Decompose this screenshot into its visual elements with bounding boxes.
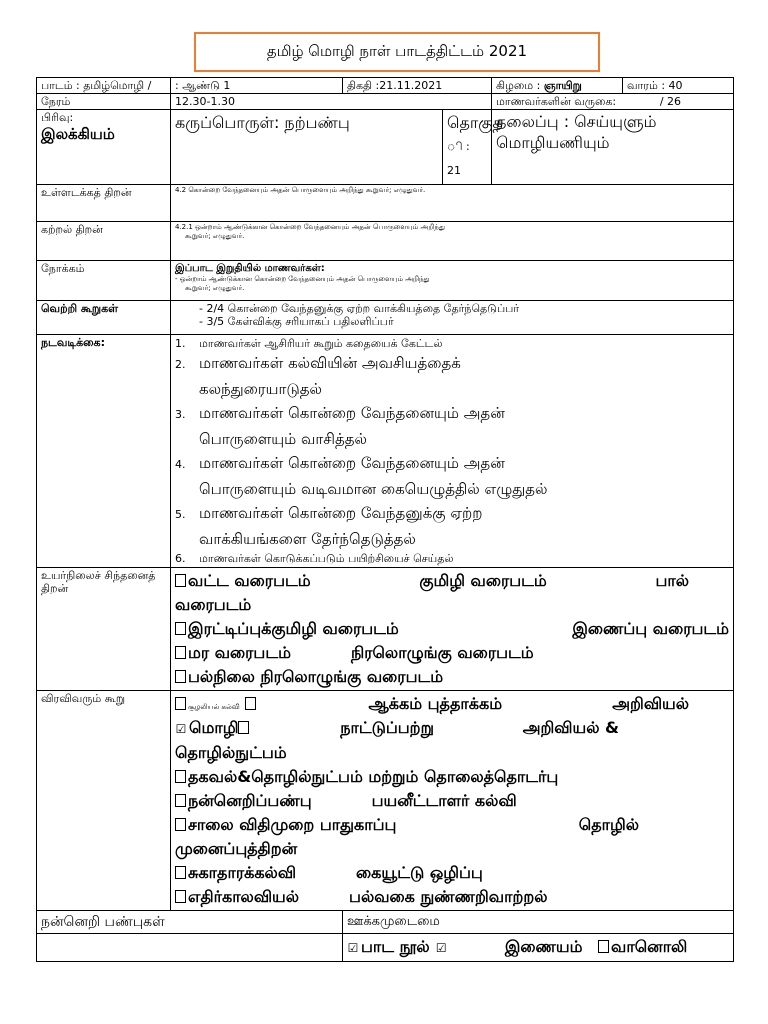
activity-2: 2. மாணவர்கள் கல்வியின் அவசியத்தைக் கலந்துரையாடுதல்: [175, 354, 461, 398]
objective-line2: கூறுவர்; எழுதுவர்.: [185, 284, 245, 292]
learning-standard-value: [171, 222, 734, 261]
objective-value: [171, 261, 734, 301]
day-value: ஞாயிறு: [543, 79, 582, 92]
checkbox-icon[interactable]: [238, 721, 249, 734]
activity-4: 4. மாணவர்கள் கொன்றை வேந்தனையும் அதன் பொருளையும் வடிவமான கையெழுத்தில் எழுதுதல்: [175, 454, 548, 498]
date-cell: திகதி :21.11.2021: [343, 78, 492, 94]
values-value: ஊக்கமுடைமை: [343, 911, 734, 934]
checked-box-icon[interactable]: ☑: [435, 941, 447, 955]
learning-standard-label: கற்றல் திறன்: [37, 222, 171, 261]
time-value: 12.30-1.30: [171, 94, 492, 110]
lesson-title-cell: [492, 110, 734, 185]
success-criteria-label: வெற்றி கூறுகள்: [37, 301, 171, 335]
lesson-plan-table: [36, 77, 734, 962]
checkbox-icon[interactable]: [175, 646, 186, 659]
materials-value: ☑ பாட நூல் ☑ இணையம் வானொலி: [343, 934, 734, 962]
checkbox-icon[interactable]: [175, 697, 186, 710]
activity-1: 1. மாணவர்கள் ஆசிரியர் கூறும் கதையைக் கேட்டல்: [175, 337, 443, 350]
cce-label: விரவிவரும் கூறு: [37, 691, 171, 911]
checkbox-icon[interactable]: [598, 940, 609, 953]
learning-standard-line1: 4.2.1 ஒன்றாம் ஆண்டுக்கான கொன்றை வேந்தனையும் அதன் பொருளையும் அறிந்து: [175, 223, 445, 231]
objective-label: நோக்கம்: [37, 261, 171, 301]
checkbox-icon[interactable]: [175, 770, 186, 783]
lesson-title-line2: மொழியணியும்: [496, 133, 610, 152]
subject-cell: பாடம் : தமிழ்மொழி /: [37, 78, 171, 94]
checkbox-icon[interactable]: [245, 697, 256, 710]
objective-heading: இப்பாட இறுதியில் மாணவர்கள்:: [175, 263, 325, 274]
checkbox-icon[interactable]: [175, 818, 186, 831]
week-cell: வாரம் : 40: [623, 78, 734, 94]
objective-line1: - ஒன்றாம் ஆண்டுக்கான கொன்றை வேந்தனையும் அதன் பொருளையும் அறிந்து: [175, 275, 430, 283]
learning-standard-line2: கூறுவர்; எழுதுவர்.: [185, 232, 245, 240]
values-label: நன்னெறி பண்புகள்: [37, 911, 343, 934]
unit-cell: [443, 110, 503, 185]
year-cell: : ஆண்டு 1: [171, 78, 343, 94]
section-label: பிரிவு:: [41, 111, 74, 124]
activity-3: 3. மாணவர்கள் கொன்றை வேந்தனையும் அதன் பொருளையும் வாசித்தல்: [175, 404, 505, 448]
attendance-total: / 26: [659, 95, 682, 108]
checkbox-icon[interactable]: [175, 574, 186, 587]
content-standard-label: உள்ளடக்கத் திறன்: [37, 185, 171, 222]
day-cell: [492, 78, 623, 94]
section-cell: [37, 110, 171, 185]
success-criterion-1: - 2/4 கொன்றை வேந்தனுக்கு ஏற்ற வாக்கியத்தை தேர்ந்தெடுப்பர்: [199, 302, 520, 315]
success-criteria-value: [171, 301, 734, 335]
content-standard-value: 4.2 கொன்றை வேந்தனையும் அதன் பொருளையும் அறிந்து கூறுவர்; எழுதுவர்.: [171, 185, 734, 222]
activity-6: 6. மாணவர்கள் கொடுக்கப்படும் பயிற்சியைச் செய்தல்: [175, 552, 454, 565]
checked-box-icon[interactable]: ☑: [175, 722, 187, 736]
cce-value: சூழலியல் கல்வி ஆக்கம் புத்தாக்கம் அறிவியல் ☑ மொழி நாட்டுப்பற்று அறிவியல் & தொழில்நுட்பம் தகவல்&தொழில்நுட்பம் மற்றும் தொலைத்தொடர்பு நன்னெறிப்பண்பு பயனீட்டாளர் கல்வி சாலை விதிமுறை பாதுகாப்பு தொழில் முனைப்புத்திறன் சுகாதாரக்கல்வி கையூட்டு ஒழிப்பு எதிர்காலவியல் பல்வகை நுண்ணறிவாற்றல்: [171, 691, 734, 911]
checkbox-icon[interactable]: [175, 890, 186, 903]
activities-value: [171, 335, 734, 568]
section-value: இலக்கியம்: [41, 125, 115, 143]
materials-empty: [37, 934, 343, 962]
lesson-title-line1: தலைப்பு : செய்யுளும்: [496, 112, 657, 131]
checked-box-icon[interactable]: ☑: [347, 941, 359, 955]
time-label: நேரம்: [37, 94, 171, 110]
checkbox-icon[interactable]: [175, 670, 186, 683]
unit-line2: ி : 21: [447, 140, 470, 177]
day-label: கிழமை :: [496, 79, 541, 92]
hots-value: வட்ட வரைபடம் குமிழி வரைபடம் பால் வரைபடம் இரட்டிப்புக்குமிழி வரைபடம் இணைப்பு வரைபடம் மர வரைபடம் நிரலொழுங்கு வரைபடம் பல்நிலை நிரலொழுங்கு வரைபடம்: [171, 568, 734, 691]
page-title: தமிழ் மொழி நாள் பாடத்திட்டம் 2021: [194, 32, 600, 72]
activity-5: 5. மாணவர்கள் கொன்றை வேந்தனுக்கு ஏற்ற வாக்கியங்களை தேர்ந்தெடுத்தல்: [175, 504, 483, 548]
hots-label: உயர்நிலைச் சிந்தனைத் திறன்: [37, 568, 171, 691]
attendance-cell: [492, 94, 734, 110]
theme-cell: கருப்பொருள்: நற்பண்பு: [171, 110, 443, 185]
checkbox-icon[interactable]: [175, 794, 186, 807]
checkbox-icon[interactable]: [175, 866, 186, 879]
success-criterion-2: - 3/5 கேள்விக்கு சரியாகப் பதிலளிப்பர்: [199, 315, 394, 328]
unit-line1: தொகுத: [447, 113, 503, 132]
activities-label: நடவடிக்கை:: [37, 335, 171, 568]
checkbox-icon[interactable]: [175, 622, 186, 635]
attendance-label: மாணவர்களின் வருகை:: [496, 95, 617, 108]
